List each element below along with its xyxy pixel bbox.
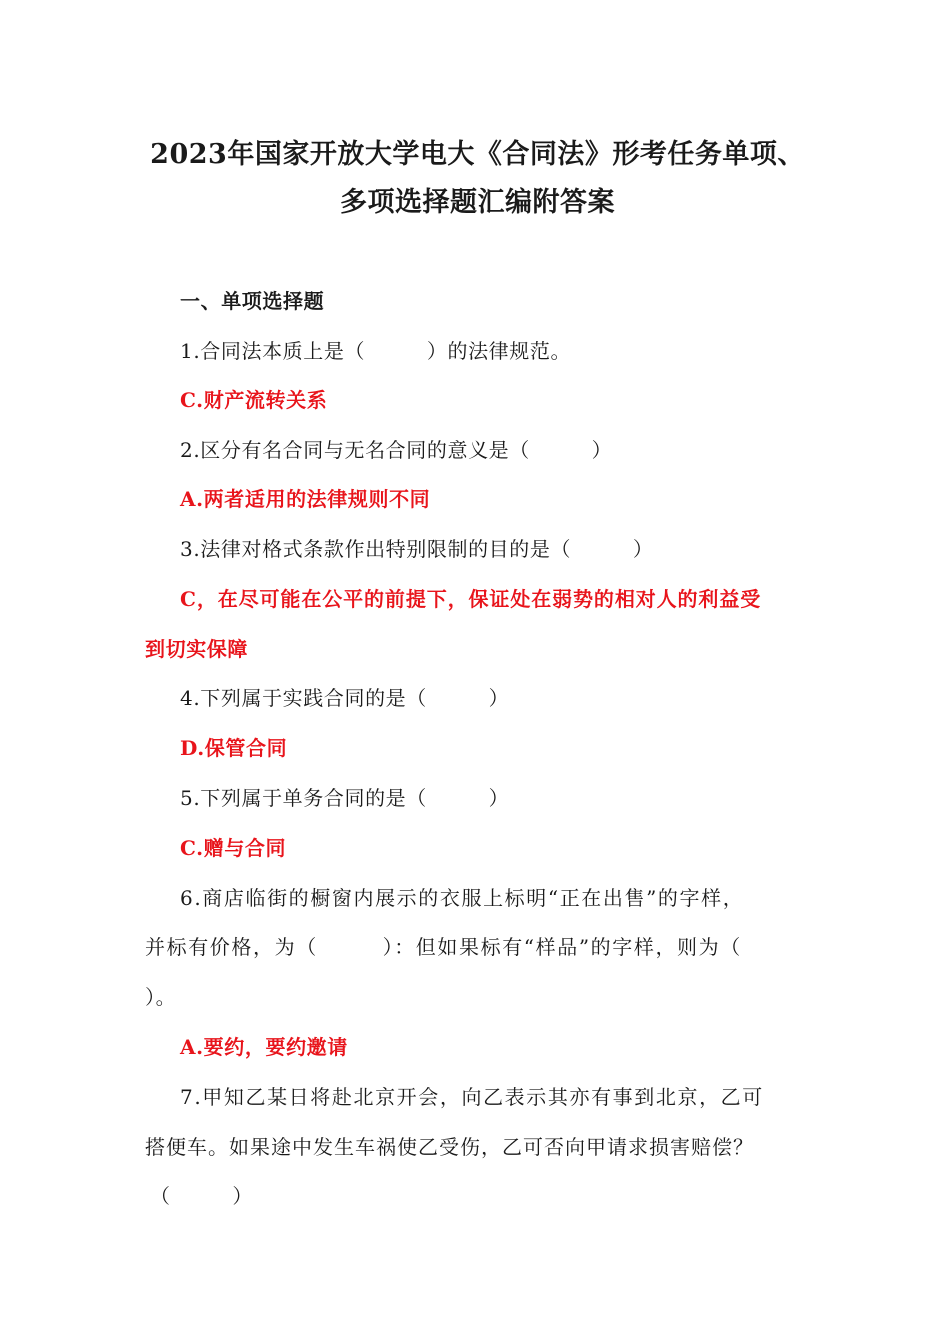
document-title-line-1: 2023年国家开放大学电大《合同法》形考任务单项、 (150, 139, 805, 170)
answer-2: A.两者适用的法律规则不同 (180, 487, 431, 511)
question-6-line-1: 6.商店临街的橱窗内展示的衣服上标明“正在出售”的字样， (180, 886, 745, 910)
answer-5: C.赠与合同 (180, 836, 287, 860)
question-4: 4.下列属于实践合同的是（ ） (180, 686, 510, 710)
question-3: 3.法律对格式条款作出特别限制的目的是（ ） (180, 537, 654, 561)
question-5: 5.下列属于单务合同的是（ ） (180, 786, 510, 810)
answer-6: A.要约，要约邀请 (180, 1035, 348, 1059)
document-title-line-2: 多项选择题汇编附答案 (340, 187, 615, 218)
answer-1: C.财产流转关系 (180, 388, 328, 412)
answer-3-line-1: C，在尽可能在公平的前提下，保证处在弱势的相对人的利益受 (180, 587, 762, 611)
answer-4: D.保管合同 (180, 736, 288, 760)
section-heading: 一、单项选择题 (180, 289, 325, 313)
question-7-line-2: 搭便车。如果途中发生车祸使乙受伤，乙可否向甲请求损害赔偿？ (145, 1135, 754, 1159)
question-7-line-1: 7.甲知乙某日将赴北京开会，向乙表示其亦有事到北京，乙可 (180, 1085, 764, 1109)
question-2: 2.区分有名合同与无名合同的意义是（ ） (180, 438, 613, 462)
answer-3-line-2: 到切实保障 (145, 637, 248, 661)
question-6-line-3: ）。 (145, 985, 177, 1009)
question-1: 1.合同法本质上是（ ）的法律规范。 (180, 339, 572, 363)
question-6-line-2: 并标有价格，为（ ）：但如果标有“样品”的字样，则为（ (145, 935, 742, 959)
question-7-line-3: （ ） (150, 1184, 253, 1208)
